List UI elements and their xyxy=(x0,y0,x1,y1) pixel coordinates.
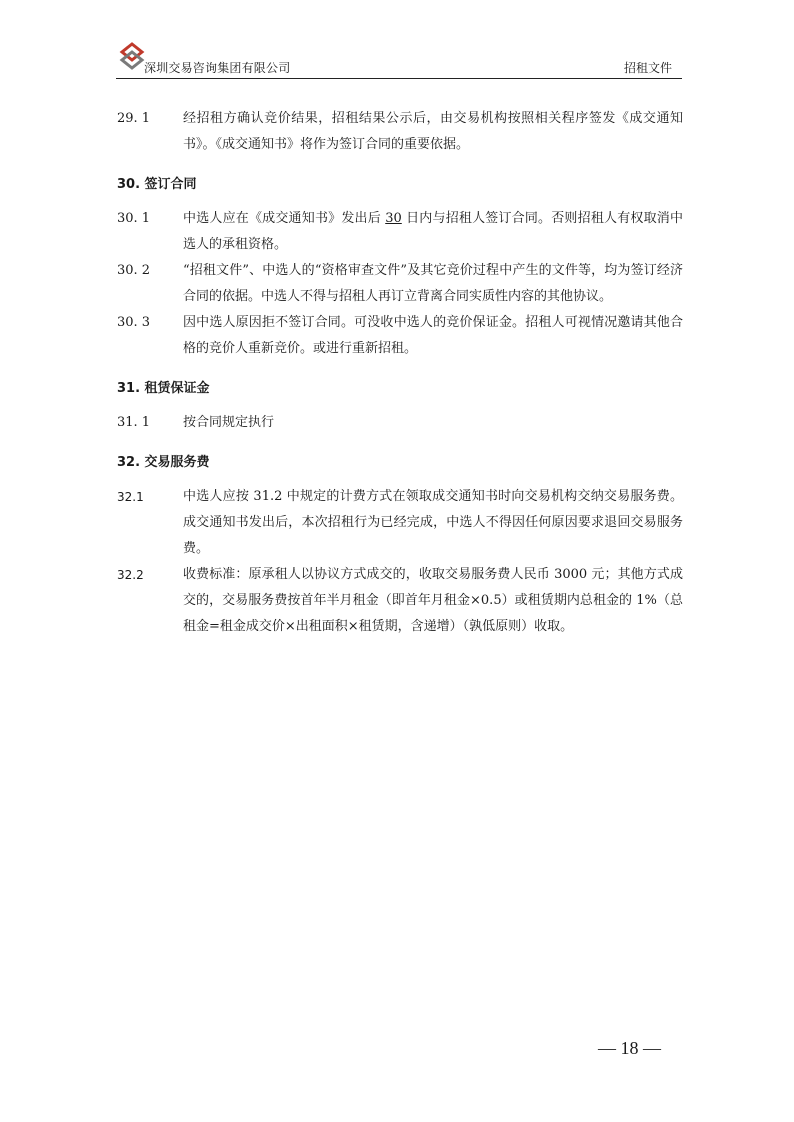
clause-number: 32.1 xyxy=(117,490,144,504)
clause-text-part: 中选人应在《成交通知书》发出后 xyxy=(183,211,386,226)
clause-text: 中选人应按 31.2 中规定的计费方式在领取成交通知书时向交易机构交纳交易服务费。成交通知书发出后，本次招租行为已经完成，中选人不得因任何原因要求退回交易服务费。 xyxy=(183,489,683,556)
clause-number: 29. 1 xyxy=(117,111,151,126)
page-number: — 18 — xyxy=(598,1038,661,1058)
clause-number: 32.2 xyxy=(117,568,144,582)
section-heading-30: 30. 签订合同 xyxy=(117,177,197,192)
section-heading-32: 32. 交易服务费 xyxy=(117,455,210,470)
clause-30-1 xyxy=(117,206,683,258)
page-content xyxy=(117,106,683,640)
company-logo-icon xyxy=(118,42,146,72)
page-header xyxy=(116,40,682,79)
clause-30-3 xyxy=(117,310,683,362)
clause-text: 因中选人原因拒不签订合同。可没收中选人的竞价保证金。招租人可视情况邀请其他合格的竞价人重新竞价。或进行重新招租。 xyxy=(183,315,683,356)
clause-30-2 xyxy=(117,258,683,310)
company-name: 深圳交易咨询集团有限公司 xyxy=(144,61,291,75)
clause-text: 经招租方确认竞价结果，招租结果公示后，由交易机构按照相关程序签发《成交通知书》。《成交通知书》将作为签订合同的重要依据。 xyxy=(183,111,683,152)
document-title: 招租文件 xyxy=(623,61,672,75)
clause-number: 31. 1 xyxy=(117,415,151,430)
clause-number: 30. 1 xyxy=(117,211,151,226)
clause-text: 收费标准：原承租人以协议方式成交的，收取交易服务费人民币 3000 元；其他方式成交的，交易服务费按首年半月租金（即首年月租金×0.5）或租赁期内总租金的 1%（总租金=租金成交价×出租面积×租赁期，含递增）（孰低原则）收取。 xyxy=(183,567,683,634)
clause-32-1 xyxy=(117,484,683,562)
clause-number: 30. 3 xyxy=(117,315,151,330)
clause-32-2 xyxy=(117,562,683,640)
clause-29-1 xyxy=(117,106,683,158)
days-value: 30 xyxy=(385,211,402,226)
clause-number: 30. 2 xyxy=(117,263,151,278)
section-heading-31: 31. 租赁保证金 xyxy=(117,381,210,396)
clause-31-1 xyxy=(117,410,683,436)
clause-text-part: 日内与招租人签订合同。否则招租人有权取消中选人的承租资格。 xyxy=(183,211,683,252)
clause-text: 按合同规定执行 xyxy=(183,415,275,430)
clause-text: “招租文件”、中选人的“资格审查文件”及其它竞价过程中产生的文件等，均为签订经济合同的依据。中选人不得与招租人再订立背离合同实质性内容的其他协议。 xyxy=(183,263,683,304)
clause-text xyxy=(183,206,683,258)
